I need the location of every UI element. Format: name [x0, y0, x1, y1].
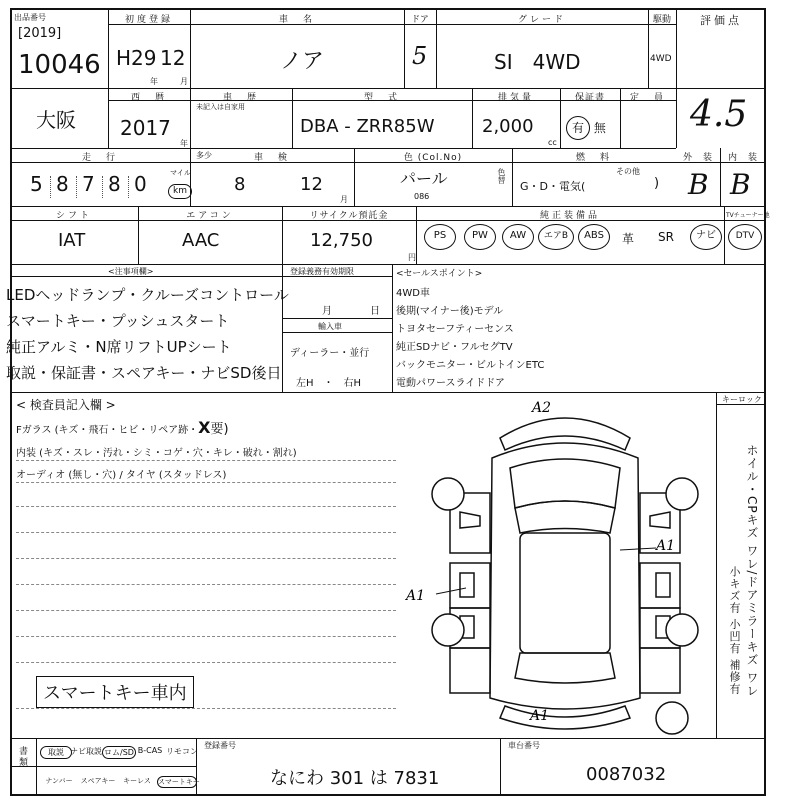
equip-abs: ABS [578, 224, 610, 250]
fuel-options: G・D・電気( [520, 180, 586, 193]
car-name: ノア [280, 49, 325, 74]
inspection-month: 12 [300, 174, 323, 195]
grade-label: グレード [517, 15, 566, 25]
western-year-label: 西 暦 [130, 93, 167, 103]
chassis-label: 車台番号 [508, 741, 540, 750]
recycle: 12,750 [310, 230, 373, 251]
row1-bottom-line [10, 88, 766, 89]
equip-sr: SR [658, 230, 674, 244]
equip-pw: PW [464, 224, 496, 250]
sale-line-5: バックモニター・ビルトインETC [396, 360, 545, 371]
left-rear-fender [450, 648, 490, 693]
sales-label: <セールスポイント> [396, 269, 483, 279]
mileage-digit: 5 [30, 172, 43, 196]
wheel-front-left [432, 478, 464, 510]
caution-label: <注事項欄> [108, 267, 154, 276]
equip-navi: ナビ [690, 224, 722, 250]
fuel-label: 燃 料 [575, 153, 612, 163]
displacement-label: 排気量 [497, 93, 534, 103]
footer-doc-item: スマートキー [158, 778, 200, 786]
interior-label: 内 装 [727, 153, 758, 163]
damage-mark-right: A1 [656, 538, 676, 554]
mileage-unit-km: km [168, 184, 192, 199]
model-code: DBA - ZRR85W [300, 116, 435, 137]
side-text-col2: 小キズ有 小凹有 補修有 [728, 566, 741, 695]
equip-leather: 革 [622, 232, 635, 246]
equip-dtv: DTV [728, 224, 762, 250]
chassis-number: 0087032 [586, 764, 667, 785]
warranty-label: 保証書 [574, 93, 605, 103]
footer-doc-item: キーレス [123, 777, 151, 785]
footer-doc-item: ロム/SD [102, 746, 136, 759]
reg-deadline-label: 登録義務有効期限 [290, 267, 354, 276]
wheel-front-right [666, 478, 698, 510]
mileage-digit: 0 [134, 172, 147, 196]
western-year: 2017 [120, 116, 171, 140]
right-front-door [640, 563, 680, 608]
auction-no-label: 出品番号 [14, 13, 46, 22]
mileage-digit: 8 [108, 172, 121, 196]
doors: 5 [412, 42, 428, 70]
history-label: 車 歴 [222, 93, 259, 103]
score: 4.5 [690, 94, 748, 135]
score-label: 評価点 [700, 14, 742, 27]
note-line-2: スマートキー・プッシュスタート [6, 312, 230, 330]
mileage-label: 走 行 [81, 153, 118, 163]
footer-doc-item: ナビ取説 [70, 747, 102, 756]
spare-wheel [656, 702, 688, 734]
model-label: 型 式 [363, 93, 400, 103]
equip-ps: PS [424, 224, 456, 250]
color: パール [400, 169, 448, 188]
note-line-3: 純正アルミ・N席リフトUPシート [6, 338, 232, 356]
color-label: 色 (Col.No) [403, 153, 463, 163]
exterior: B [688, 168, 709, 201]
wheel-rear-right [666, 614, 698, 646]
note-line-1: LEDヘッドランプ・クルーズコントロール [6, 286, 289, 304]
warranty-choice: 有 無 [566, 116, 606, 140]
handle-value: 左H ・ 右H [296, 378, 362, 389]
key-lock-label: キーロック [722, 395, 762, 404]
footer-doc-item: スペアキー [80, 777, 116, 785]
shift-label: シフト [55, 211, 92, 221]
displacement: 2,000 [482, 116, 534, 137]
front-bumper [500, 418, 630, 450]
wheel-rear-left [432, 614, 464, 646]
first-reg-era: H29 [116, 46, 157, 70]
damage-mark-left: A1 [406, 588, 426, 604]
region: 大阪 [36, 108, 76, 132]
exterior-label: 外 装 [682, 153, 713, 163]
footer-doc-item: ナンバー [45, 777, 73, 785]
side-text-col1: ホイル・CPキズ ワレ/ドアミラーキズ ワレ [745, 444, 759, 698]
first-reg-month: 12 [160, 46, 186, 70]
ac: AAC [182, 230, 220, 251]
sale-line-4: 純正SDナビ・フルセグTV [396, 342, 513, 353]
handwritten-note: スマートキー車内 [36, 676, 194, 708]
color-code: 086 [414, 192, 430, 201]
damage-mark-bottom: A1 [530, 708, 550, 724]
inspector-line-1: Fガラス (キズ・飛石・ヒビ・リペア跡・X要) [16, 418, 229, 437]
car-damage-diagram [406, 398, 710, 738]
plate-label: 登録番号 [204, 741, 236, 750]
equip-aw: AW [502, 224, 534, 250]
import-value: ディーラー・並行 [290, 348, 370, 359]
history-note: 未記入は自家用 [196, 103, 245, 111]
inspection-label: 車 検 [253, 153, 290, 163]
sale-line-2: 後期(マイナー後)モデル [396, 306, 504, 317]
inspector-label: < 検査員記入欄 > [16, 398, 116, 412]
equip-airbag: エアB [538, 224, 574, 250]
footer-doc-item: 取説 [40, 746, 72, 759]
equipment-label: 純正装備品 [539, 211, 600, 221]
door-label: ドア [411, 15, 429, 25]
windshield [515, 501, 615, 533]
inspector-line-3: オーディオ (無し・穴) / タイヤ (スタッドレス) [16, 470, 227, 481]
inspection-year: 8 [234, 174, 246, 195]
rear-glass [515, 653, 615, 683]
drive-label: 駆動 [652, 15, 671, 25]
ac-label: エアコン [186, 211, 234, 221]
grade: SI 4WD [494, 50, 581, 74]
note-line-4: 取説・保証書・スペアキー・ナビSD後日 [6, 364, 282, 382]
footer-doc-item: B-CAS [137, 746, 163, 755]
year-tag: [2019] [18, 26, 62, 41]
car-name-label: 車 名 [278, 15, 315, 25]
footer-doc-item: リモコン [166, 747, 198, 756]
damage-mark-top: A2 [532, 400, 552, 416]
mileage-digit: 8 [56, 172, 69, 196]
interior: B [730, 168, 751, 201]
first-reg-label: 初度登録 [124, 15, 173, 25]
mileage-digit: 7 [82, 172, 95, 196]
plate-number: なにわ 301 は 7831 [270, 768, 440, 789]
sale-line-3: トヨタセーフティーセンス [396, 324, 514, 335]
drive: 4WD [650, 54, 672, 64]
inspector-line-2: 内装 (キズ・スレ・汚れ・シミ・コゲ・穴・キレ・破れ・割れ) [16, 448, 297, 459]
capacity-label: 定 員 [629, 93, 666, 103]
recycle-label: リサイクル預託金 [309, 211, 389, 221]
import-label: 輸入車 [318, 322, 342, 331]
sale-line-1: 4WD車 [396, 288, 430, 299]
left-front-door [450, 563, 490, 608]
docs-label: 書類 [17, 746, 27, 768]
roof [520, 533, 610, 653]
shift: IAT [58, 230, 86, 251]
lot-number: 10046 [18, 50, 101, 80]
sale-line-6: 電動パワースライドドア [396, 378, 505, 389]
right-rear-fender [640, 648, 680, 693]
